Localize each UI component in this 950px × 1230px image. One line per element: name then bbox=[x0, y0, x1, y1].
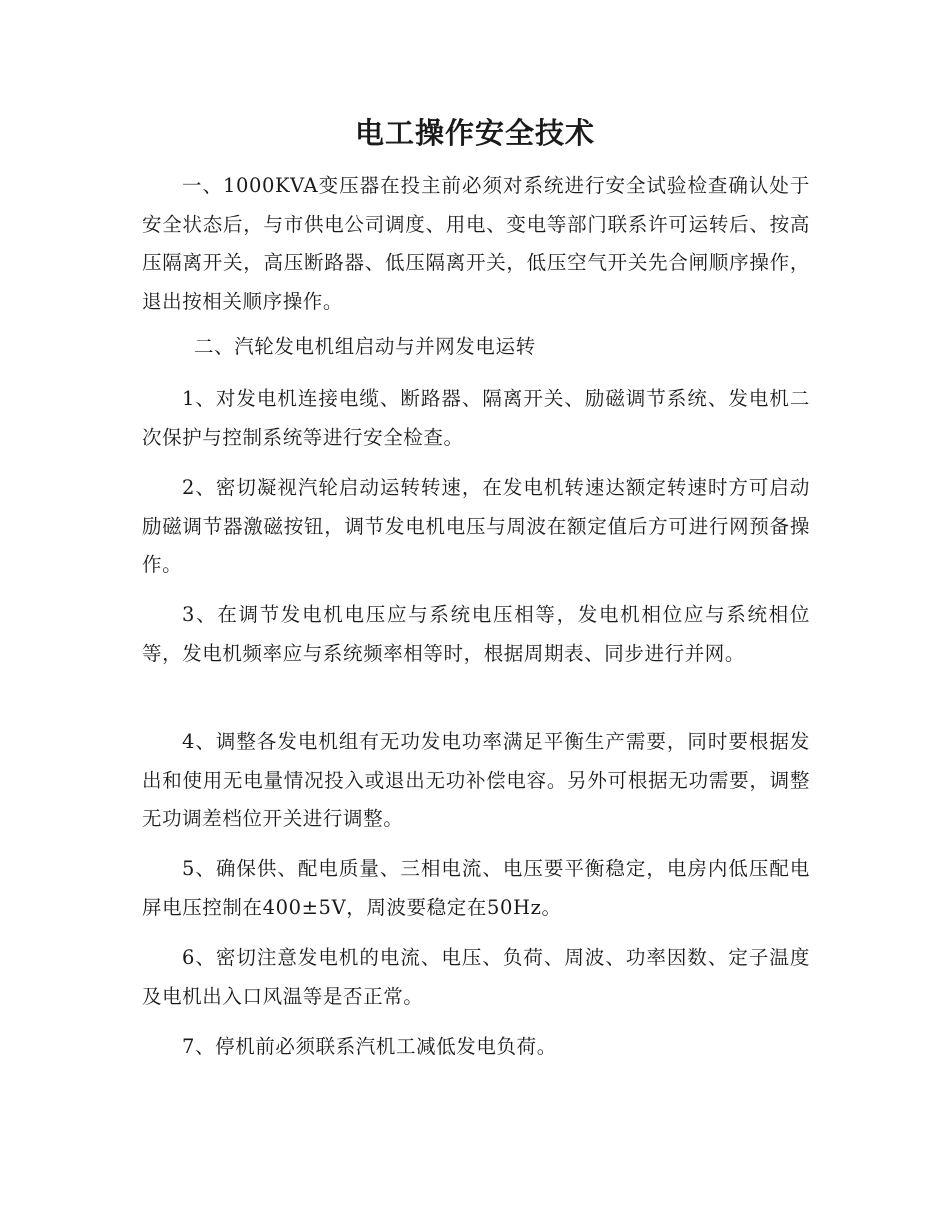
paragraph-item-7: 7、停机前必须联系汽机工减低发电负荷。 bbox=[182, 1035, 557, 1058]
paragraph-item-5: 5、确保供、配电质量、三相电流、电压要平衡稳定，电房内低压配电屏电压控制在400±5V，周波要稳定在50Hz。 bbox=[142, 857, 810, 919]
paragraph-item-2: 2、密切凝视汽轮启动运转转速，在发电机转速达额定转速时方可启动励磁调节器激磁按钮，调节发电机电压与周波在额定值后方可进行网预备操作。 bbox=[142, 476, 810, 576]
paragraph-item-4: 4、调整各发电机组有无功发电功率满足平衡生产需要，同时要根据发出和使用无电量情况投入或退出无功补偿电容。另外可根据无功需要，调整无功调差档位开关进行调整。 bbox=[142, 730, 810, 830]
paragraph-section-heading: 二、汽轮发电机组启动与并网发电运转 bbox=[194, 335, 536, 358]
paragraph-item-3: 3、在调节发电机电压应与系统电压相等，发电机相位应与系统相位等，发电机频率应与系统频率相等时，根据周期表、同步进行并网。 bbox=[142, 603, 810, 665]
paragraph-item-6: 6、密切注意发电机的电流、电压、负荷、周波、功率因数、定子温度及电机出入口风温等是否正常。 bbox=[142, 946, 810, 1008]
paragraph-item-1: 1、对发电机连接电缆、断路器、隔离开关、励磁调节系统、发电机二次保护与控制系统等进行安全检查。 bbox=[142, 387, 810, 449]
paragraph-transformer: 一、1000KVA变压器在投主前必须对系统进行安全试验检查确认处于安全状态后，与市供电公司调度、用电、变电等部门联系许可运转后、按高压隔离开关，高压断路器、低压隔离开关，低压空气开关先合闸顺序操作，退出按相关顺序操作。 bbox=[142, 174, 810, 313]
page-title: 电工操作安全技术 bbox=[354, 116, 595, 150]
